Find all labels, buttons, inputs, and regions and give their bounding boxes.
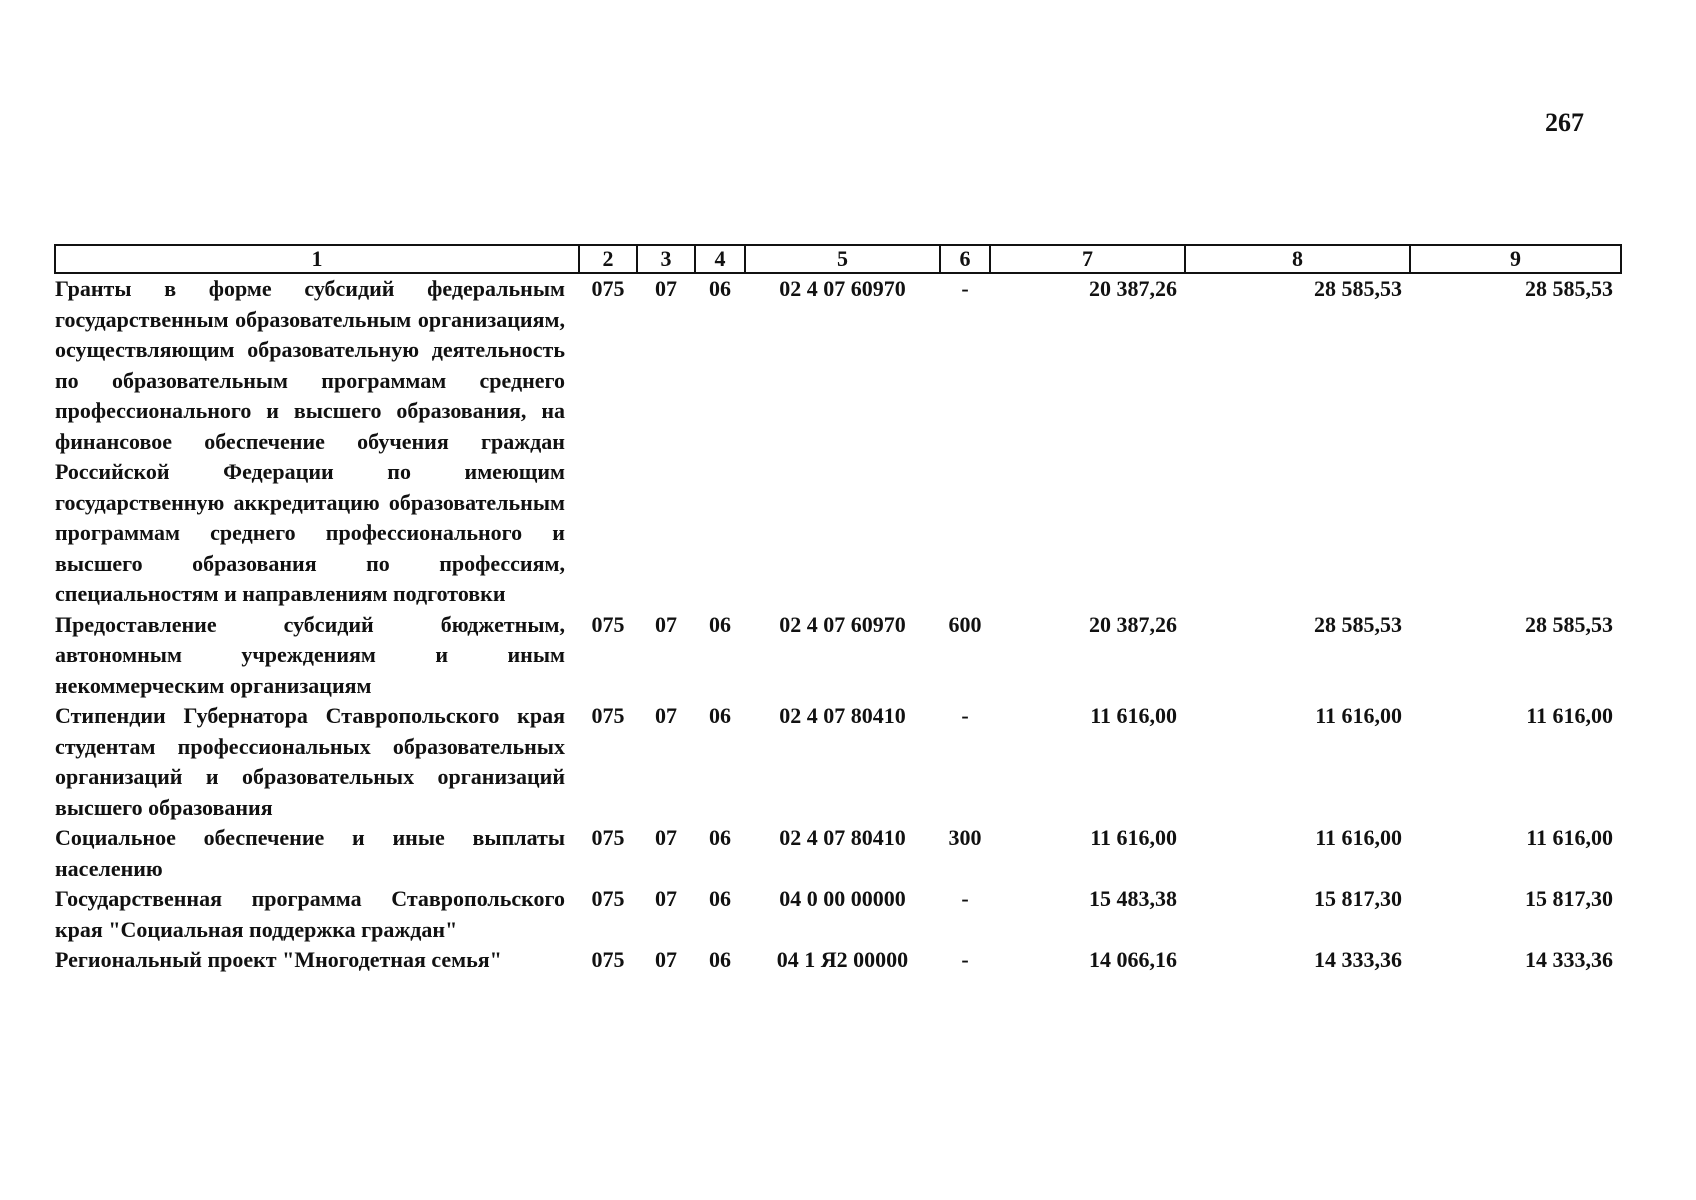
target-code: 04 0 00 00000	[779, 886, 906, 911]
subsection-code: 06	[709, 947, 731, 972]
admin-code: 075	[591, 825, 625, 850]
amount-col-9: 28 585,53	[1525, 276, 1613, 301]
amount-col-7: 20 387,26	[1089, 276, 1177, 301]
amount-col-7: 11 616,00	[1090, 703, 1177, 728]
admin-code: 075	[591, 886, 625, 911]
column-header-5: 5	[745, 245, 940, 273]
target-code: 02 4 07 80410	[779, 825, 906, 850]
amount-col-7: 15 483,38	[1089, 886, 1177, 911]
expense-type-code: -	[961, 703, 969, 728]
amount-col-7: 20 387,26	[1089, 611, 1177, 637]
column-header-8: 8	[1185, 245, 1410, 273]
subsection-code: 06	[709, 886, 731, 911]
amount-col-8: 14 333,36	[1314, 947, 1402, 972]
amount-col-9: 14 333,36	[1525, 947, 1613, 972]
subsection-code: 06	[709, 825, 731, 850]
section-code: 07	[655, 703, 677, 728]
header-row	[55, 245, 1621, 273]
table-row	[55, 273, 1621, 610]
amount-col-9: 28 585,53	[1525, 611, 1613, 637]
target-code: 04 1 Я2 00000	[776, 947, 909, 972]
column-header-9: 9	[1410, 245, 1621, 273]
row-name: Предоставление субсидий бюджетным, автономным учреждениям и иным некоммерческим организациям	[55, 611, 565, 698]
amount-col-9: 15 817,30	[1525, 886, 1613, 911]
column-header-2: 2	[579, 245, 637, 273]
admin-code: 075	[591, 947, 625, 972]
amount-col-8: 11 616,00	[1315, 825, 1402, 850]
table-row	[55, 884, 1621, 945]
column-header-4: 4	[695, 245, 745, 273]
target-code: 02 4 07 80410	[779, 703, 906, 728]
expense-type-code: -	[961, 886, 969, 911]
section-code: 07	[655, 276, 677, 301]
section-code: 07	[655, 947, 677, 972]
subsection-code: 06	[709, 276, 731, 301]
admin-code: 075	[591, 703, 625, 728]
table-header	[55, 245, 1621, 273]
column-header-3: 3	[637, 245, 695, 273]
column-header-7: 7	[990, 245, 1185, 273]
row-name: Гранты в форме субсидий федеральным государственным образовательным организациям, осуществляющим образовательную деятельность по образовательным программам среднего профессионального и высшего образования, на финансовое обеспечение обучения граждан Российской Федерации по имеющим государственную аккредитацию образовательным программам среднего профессионального и высшего образования по профессиям, специальностям и направлениям подготовки	[55, 276, 565, 606]
table-row	[55, 701, 1621, 823]
column-header-1: 1	[55, 245, 579, 273]
row-name: Государственная программа Ставропольского края "Социальная поддержка граждан"	[55, 886, 565, 942]
amount-col-8: 28 585,53	[1314, 276, 1402, 301]
subsection-code: 06	[709, 611, 731, 637]
amount-col-7: 11 616,00	[1090, 825, 1177, 850]
section-code: 07	[655, 611, 677, 637]
row-name: Региональный проект "Многодетная семья"	[55, 947, 502, 972]
section-code: 07	[655, 825, 677, 850]
amount-col-8: 15 817,30	[1314, 886, 1402, 911]
budget-table	[54, 244, 1622, 976]
expense-type-code: -	[961, 947, 969, 972]
admin-code: 075	[591, 276, 625, 301]
target-code: 02 4 07 60970	[779, 611, 906, 637]
amount-col-8: 11 616,00	[1315, 703, 1402, 728]
section-code: 07	[655, 886, 677, 911]
row-name: Стипендии Губернатора Ставропольского края студентам профессиональных образовательных организаций и образовательных организаций высшего образования	[55, 703, 565, 820]
table-row	[55, 945, 1621, 976]
page-number: 267	[1545, 108, 1584, 137]
table-body	[55, 273, 1621, 976]
row-name: Социальное обеспечение и иные выплаты населению	[55, 825, 565, 881]
amount-col-7: 14 066,16	[1089, 947, 1177, 972]
column-header-6: 6	[940, 245, 990, 273]
table-row	[55, 610, 1621, 702]
table-row	[55, 823, 1621, 884]
amount-col-9: 11 616,00	[1526, 703, 1613, 728]
expense-type-code: 600	[948, 611, 982, 637]
amount-col-8: 28 585,53	[1314, 611, 1402, 637]
admin-code: 075	[591, 611, 625, 637]
expense-type-code: 300	[948, 825, 982, 850]
amount-col-9: 11 616,00	[1526, 825, 1613, 850]
expense-type-code: -	[961, 276, 969, 301]
subsection-code: 06	[709, 703, 731, 728]
target-code: 02 4 07 60970	[779, 276, 906, 301]
